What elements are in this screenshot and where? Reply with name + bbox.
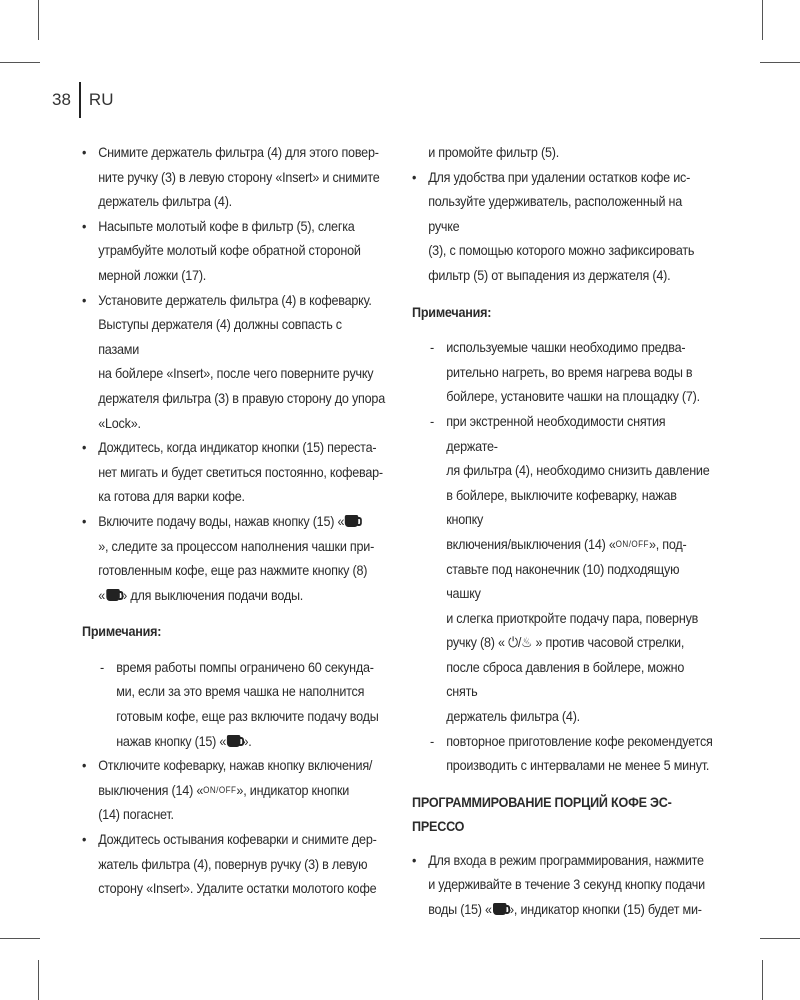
text-line: • Для удобства при удалении остатков кофе ис- — [428, 168, 691, 185]
text-line: - используемые чашки необходимо предва- — [446, 339, 686, 356]
bullet-item — [82, 509, 385, 607]
text-line: держатель фильтра (4). — [98, 193, 232, 210]
text-line: готовым кофе, еще раз включите подачу воды — [116, 708, 379, 725]
text-line: (14) погаснет. — [98, 806, 174, 823]
on-off-icon: ON/OFF — [615, 538, 649, 549]
bullet-item — [82, 214, 385, 288]
text-line: ля фильтра (4), необходимо снизить давление — [446, 462, 710, 479]
text-fragment: » для выключения подачи воды. — [120, 586, 304, 603]
crop-mark — [38, 0, 39, 40]
text-line: нет мигать и будет светиться постоянно, кофевар- — [98, 463, 383, 480]
text-line: ните ручку (3) в левую сторону «Insert» и снимите — [98, 168, 380, 185]
bullet-item — [82, 288, 385, 436]
crop-mark — [760, 62, 800, 63]
page-header — [52, 80, 113, 120]
bullet-item — [82, 140, 385, 214]
text-line — [98, 778, 385, 803]
text-line — [98, 583, 385, 608]
text-line: и промойте фильтр (5). — [428, 144, 559, 160]
text-line: • Для входа в режим программирования, нажмите — [428, 851, 704, 868]
text-line: утрамбуйте молотый кофе обратной стороной — [98, 242, 361, 259]
language-label: RU — [88, 90, 114, 109]
text-line: мерной ложки (17). — [98, 266, 207, 283]
crop-mark — [0, 62, 40, 63]
steam-icon: ⏻/♨ — [508, 634, 533, 651]
text-fragment: » против часовой стрелки, — [532, 634, 685, 651]
text-line: ми, если за это время чашка не наполнится — [116, 683, 365, 700]
text-line: и слегка приоткройте подачу пара, повернув — [446, 609, 699, 626]
note-item — [430, 729, 715, 778]
text-fragment: нажав кнопку (15) « — [116, 732, 227, 749]
text-fragment: « — [98, 586, 105, 603]
bullet-item — [82, 753, 385, 827]
left-column — [82, 140, 385, 901]
text-line: на бойлере «Insert», после чего поверните ручку — [98, 365, 374, 382]
text-line — [446, 532, 715, 557]
text-fragment: ». — [241, 732, 252, 749]
header-divider — [79, 82, 81, 118]
text-line: • Снимите держатель фильтра (4) для этого повер- — [98, 144, 379, 160]
text-line: ставьте под наконечник (10) подходящую чашку — [446, 560, 680, 602]
text-fragment: включения/выключения (14) « — [446, 535, 616, 552]
text-line: Выступы держателя (4) должны совпасть с пазами — [98, 316, 342, 357]
text-line: (3), с помощью которого можно зафиксировать — [428, 242, 695, 259]
text-line: • Установите держатель фильтра (4) в кофеварку. — [98, 291, 372, 308]
text-fragment: выключения (14) « — [98, 781, 204, 798]
crop-mark — [762, 960, 763, 1000]
text-fragment: Включите подачу воды, нажав кнопку (15) « — [98, 512, 345, 529]
text-line: готовленным кофе, еще раз нажмите кнопку (8) — [98, 562, 368, 579]
text-line: », следите за процессом наполнения чашки при- — [98, 537, 375, 554]
notes-heading: Примечания: — [82, 623, 162, 640]
text-line — [98, 509, 385, 534]
bullet-item — [82, 435, 385, 509]
bullet-item — [412, 848, 715, 922]
text-line: бойлере, установите чашки на площадку (7). — [446, 388, 700, 405]
text-line: сторону «Insert». Удалите остатки молотого кофе — [98, 880, 377, 897]
right-column — [412, 140, 715, 922]
text-line: в бойлере, выключите кофеварку, нажав кнопку — [446, 486, 677, 528]
text-line: • Дождитесь остывания кофеварки и снимите дер- — [98, 831, 377, 848]
text-fragment: », индикатор кнопки (15) будет ми- — [507, 901, 702, 918]
bullet-item — [412, 165, 715, 288]
text-line: держатель фильтра (4). — [446, 708, 580, 725]
coffee-cup-icon — [493, 903, 507, 915]
bullet-item — [82, 827, 385, 901]
on-off-icon: ON/OFF — [203, 784, 237, 795]
page-number: 38 — [52, 90, 71, 109]
text-line: ПРЕССО — [412, 817, 465, 834]
section-heading — [412, 790, 715, 838]
text-line: пользуйте удерживатель, расположенный на ручке — [428, 193, 683, 234]
text-line — [428, 897, 715, 922]
text-line: рительно нагреть, во время нагрева воды в — [446, 363, 693, 380]
coffee-cup-icon — [106, 589, 119, 601]
text-line: «Lock». — [98, 414, 141, 431]
text-line: производить с интервалами не менее 5 минут. — [446, 757, 710, 774]
crop-mark — [0, 938, 40, 939]
coffee-cup-icon — [227, 735, 241, 747]
text-line: и удерживайте в течение 3 секунд кнопку подачи — [428, 876, 705, 893]
text-line: фильтр (5) от выпадения из держателя (4). — [428, 266, 671, 283]
text-line: держателя фильтра (3) в правую сторону до упора — [98, 389, 385, 406]
text-fragment: воды (15) « — [428, 901, 492, 918]
text-line — [116, 729, 385, 754]
text-fragment: ручку (8) « — [446, 634, 509, 651]
crop-mark — [762, 0, 763, 40]
notes-heading: Примечания: — [412, 303, 492, 320]
text-fragment: », под- — [648, 535, 687, 552]
text-line: • Дождитесь, когда индикатор кнопки (15) переста- — [98, 439, 377, 456]
crop-mark — [760, 938, 800, 939]
text-line: жатель фильтра (4), повернув ручку (3) в левую — [98, 855, 368, 872]
text-line: - повторное приготовление кофе рекомендуется — [446, 732, 713, 749]
text-line: • Насыпьте молотый кофе в фильтр (5), слегка — [98, 217, 355, 234]
note-item — [100, 655, 385, 753]
note-item — [430, 335, 715, 409]
text-line: - при экстренной необходимости снятия держате- — [446, 412, 666, 454]
text-line: ка готова для варки кофе. — [98, 488, 245, 505]
text-line: - время работы помпы ограничено 60 секунда- — [116, 658, 374, 675]
text-line: • Отключите кофеварку, нажав кнопку включения/ — [98, 757, 373, 774]
text-fragment: », индикатор кнопки — [236, 781, 350, 798]
text-line — [446, 630, 715, 655]
note-item — [430, 409, 715, 729]
text-line: ПРОГРАММИРОВАНИЕ ПОРЦИЙ КОФЕ ЭС- — [412, 793, 672, 810]
coffee-cup-icon — [345, 515, 359, 527]
text-line: после сброса давления в бойлере, можно снять — [446, 658, 685, 700]
crop-mark — [38, 960, 39, 1000]
